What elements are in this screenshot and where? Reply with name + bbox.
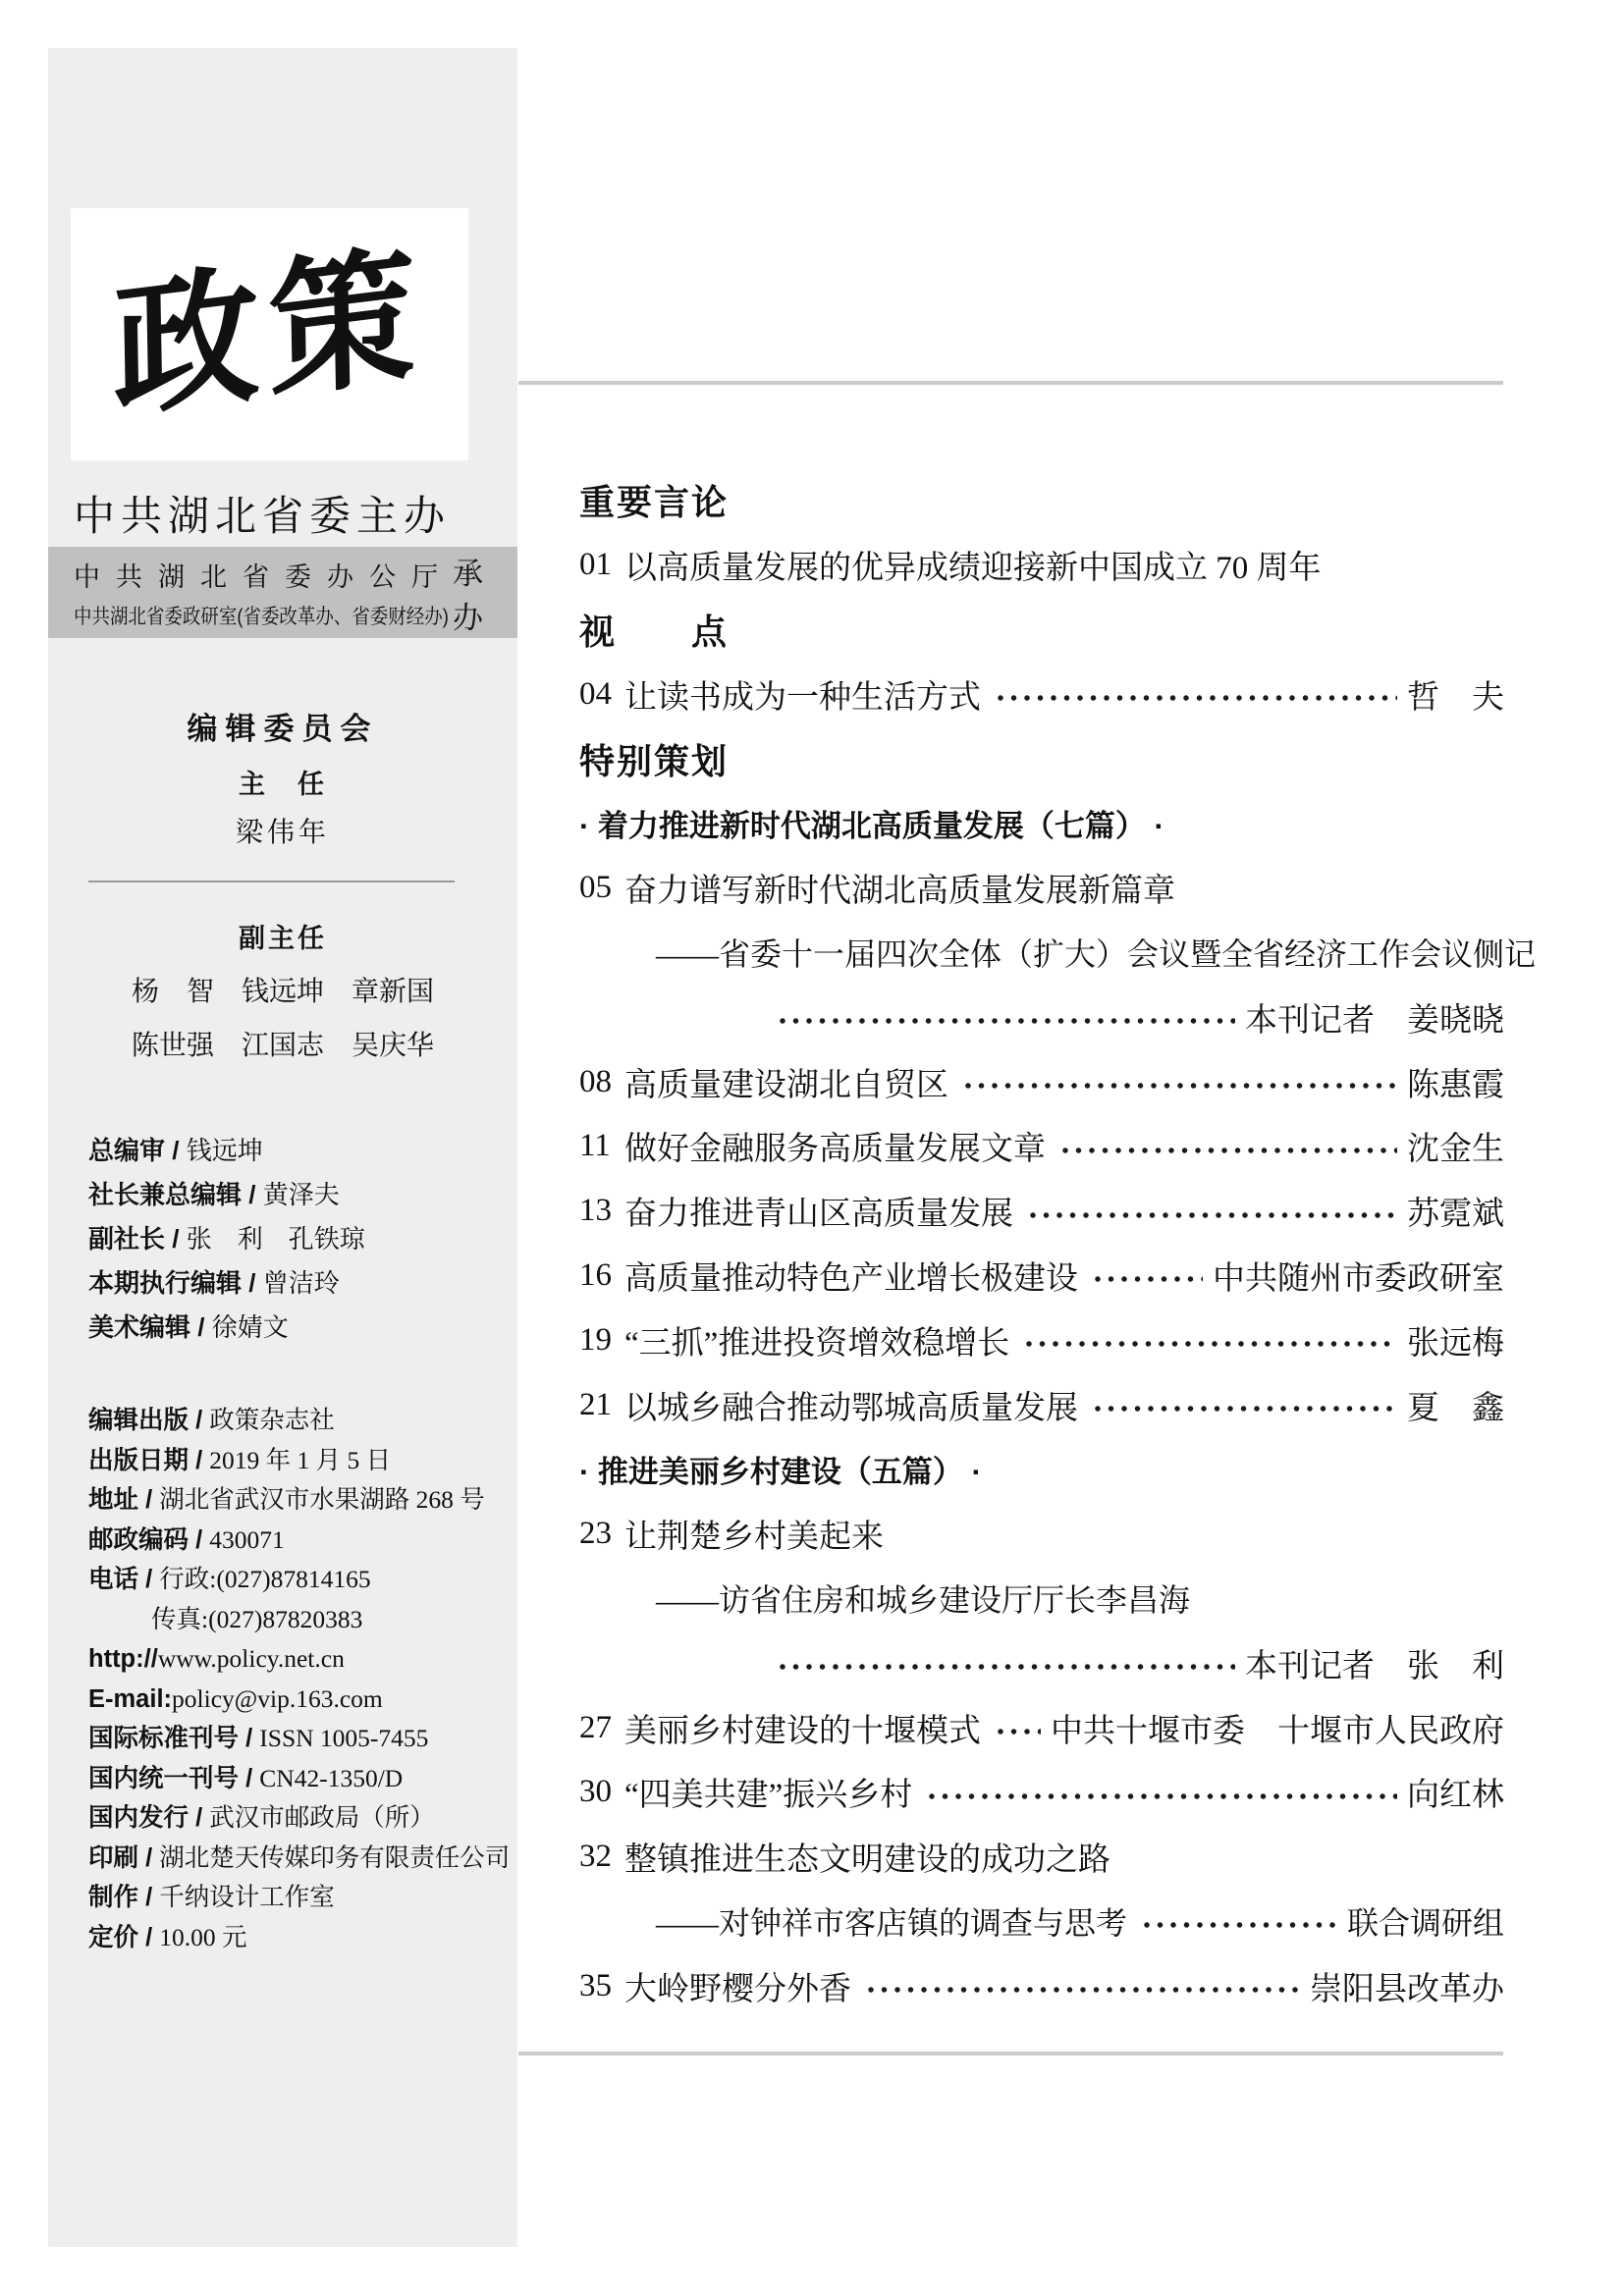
toc-item-author: 苏霓斌 bbox=[1407, 1197, 1504, 1233]
toc-item-title: 以城乡融合推动鄂城高质量发展 bbox=[624, 1390, 1078, 1426]
publication-value: 千纳设计工作室 bbox=[159, 1883, 335, 1911]
publication-value: 10.00 元 bbox=[159, 1922, 247, 1951]
publication-label: 制作 bbox=[88, 1884, 139, 1911]
toc-item-row bbox=[579, 1244, 1504, 1308]
staff-line bbox=[88, 1306, 506, 1350]
dot-leader bbox=[867, 1986, 1300, 1994]
staff-role-label: 副社长 bbox=[88, 1224, 166, 1254]
undertaker-box bbox=[48, 547, 517, 638]
top-rule bbox=[518, 381, 1503, 385]
slash-separator: / bbox=[189, 1804, 210, 1832]
toc-group-heading: · 着力推进新时代湖北高质量发展（七篇） · bbox=[579, 809, 1164, 844]
undertaker-label: 承办 bbox=[453, 556, 486, 635]
publication-label: 编辑出版 bbox=[88, 1407, 189, 1434]
publication-line bbox=[88, 1639, 512, 1680]
toc-page-number: 19 bbox=[579, 1321, 612, 1358]
dot-leader bbox=[1061, 1147, 1397, 1154]
toc-page-number: 16 bbox=[579, 1256, 612, 1293]
undertaker-line2: 中共湖北省委政研室(省委改革办、省委财经办) bbox=[74, 605, 449, 628]
toc-item-title: “四美共建”振兴乡村 bbox=[624, 1778, 913, 1814]
publication-line bbox=[88, 1878, 512, 1918]
slash-separator: / bbox=[138, 1566, 160, 1593]
slash-separator: / bbox=[239, 1764, 260, 1792]
publication-label: 邮政编码 bbox=[88, 1525, 189, 1554]
slash-separator: / bbox=[239, 1725, 260, 1752]
deputy-names-row: 陈世强 江国志 吴庆华 bbox=[131, 1031, 434, 1061]
publication-value: 行政:(027)87814165 bbox=[159, 1565, 371, 1593]
slash-separator: / bbox=[242, 1268, 263, 1298]
staff-role-label: 本期执行编辑 bbox=[88, 1268, 243, 1298]
slash-separator: / bbox=[190, 1312, 212, 1342]
slash-separator: / bbox=[138, 1486, 160, 1514]
toc-item-title: 以高质量发展的优异成绩迎接新中国成立 70 周年 bbox=[624, 551, 1322, 587]
committee-divider bbox=[88, 881, 455, 882]
publication-value: 湖北楚天传媒印务有限责任公司 bbox=[159, 1842, 511, 1872]
slash-separator: / bbox=[138, 1923, 160, 1951]
publication-line bbox=[88, 1719, 512, 1759]
magazine-logo-calligraphy: 政策 bbox=[112, 233, 427, 436]
dot-leader bbox=[1143, 1921, 1337, 1929]
toc-item-title: 做好金融服务高质量发展文章 bbox=[624, 1132, 1046, 1168]
publication-label: 出版日期 bbox=[88, 1446, 189, 1474]
slash-separator: / bbox=[242, 1180, 263, 1209]
dot-leader bbox=[997, 1728, 1041, 1735]
publication-value: ISSN 1005-7455 bbox=[259, 1724, 429, 1752]
publication-line bbox=[88, 1401, 512, 1441]
publication-value: 湖北省武汉市水果湖路 268 号 bbox=[159, 1485, 485, 1514]
toc-item-author: 本刊记者 姜晓晓 bbox=[1245, 1002, 1504, 1039]
publication-value: 武汉市邮政局（所） bbox=[209, 1803, 435, 1832]
dot-leader bbox=[779, 1017, 1235, 1025]
bottom-rule bbox=[518, 2052, 1503, 2056]
publication-label: http:// bbox=[88, 1645, 158, 1673]
toc-item-title: 高质量推动特色产业增长极建设 bbox=[624, 1260, 1078, 1297]
publication-value: 传真:(027)87820383 bbox=[151, 1604, 363, 1633]
slash-separator: / bbox=[189, 1525, 210, 1554]
toc-item-title: 美丽乡村建设的十堰模式 bbox=[624, 1713, 981, 1749]
staff-role-label: 美术编辑 bbox=[88, 1312, 191, 1342]
toc-item-title: 高质量建设湖北自贸区 bbox=[624, 1067, 948, 1103]
toc-author-row bbox=[579, 985, 1504, 1049]
toc-item-row bbox=[579, 662, 1504, 726]
publication-label: 国内统一刊号 bbox=[88, 1764, 240, 1792]
publication-label: 定价 bbox=[88, 1923, 139, 1951]
undertaker-names bbox=[74, 556, 459, 630]
toc-item-author: 中共随州市委政研室 bbox=[1213, 1260, 1504, 1297]
publication-label: 电话 bbox=[88, 1566, 139, 1593]
toc-page-number: 11 bbox=[579, 1128, 611, 1164]
staff-role-label: 社长兼总编辑 bbox=[88, 1180, 243, 1209]
staff-list bbox=[88, 1129, 506, 1350]
toc-section-heading: 视 点 bbox=[579, 611, 730, 652]
publication-line bbox=[88, 1680, 512, 1720]
publication-label: 印刷 bbox=[88, 1843, 139, 1872]
sidebar bbox=[48, 48, 517, 2247]
toc-item-row bbox=[579, 1502, 1504, 1567]
toc-page-number: 21 bbox=[579, 1386, 612, 1422]
toc-subtitle-row bbox=[579, 921, 1537, 986]
slash-separator: / bbox=[165, 1136, 187, 1165]
toc-item-title: 让荆楚乡村美起来 bbox=[624, 1520, 884, 1556]
organizer-line: 中共湖北省委主办 bbox=[74, 495, 452, 540]
toc-group-heading: · 推进美丽乡村建设（五篇） · bbox=[579, 1455, 982, 1490]
toc-item-author: 中共十堰市委 十堰市人民政府 bbox=[1051, 1713, 1504, 1749]
slash-separator: / bbox=[138, 1843, 160, 1872]
toc-item-row bbox=[579, 856, 1504, 921]
toc-item-author: 沈金生 bbox=[1407, 1132, 1504, 1168]
publication-label: 国内发行 bbox=[88, 1804, 189, 1832]
toc-item-title: “三抓”推进投资增效稳增长 bbox=[624, 1325, 1010, 1362]
slash-separator: / bbox=[189, 1407, 210, 1434]
toc-item-row bbox=[579, 1695, 1504, 1760]
toc-item-author: 陈惠霞 bbox=[1407, 1067, 1504, 1103]
publication-label: E-mail: bbox=[88, 1684, 173, 1713]
committee-title: 编辑委员会 bbox=[187, 712, 379, 746]
toc-item-row bbox=[579, 1114, 1504, 1179]
toc-item-title: 奋力谱写新时代湖北高质量发展新篇章 bbox=[624, 874, 1175, 910]
publication-value: 政策杂志社 bbox=[209, 1406, 335, 1434]
toc-section-heading: 特别策划 bbox=[579, 740, 730, 781]
staff-name: 曾洁玲 bbox=[262, 1269, 340, 1298]
toc-item-row bbox=[579, 533, 1504, 598]
toc-page-number: 08 bbox=[579, 1063, 612, 1099]
toc-subtitle-row bbox=[579, 1567, 1504, 1631]
dot-leader bbox=[1029, 1211, 1397, 1219]
toc-item-author: 崇阳县改革办 bbox=[1310, 1971, 1504, 2007]
toc-item-author: 本刊记者 张 利 bbox=[1245, 1648, 1504, 1684]
toc-page-number: 01 bbox=[579, 547, 612, 583]
publication-label: 国际标准刊号 bbox=[88, 1725, 240, 1752]
toc-item-title: 奋力推进青山区高质量发展 bbox=[624, 1197, 1013, 1233]
publication-line bbox=[88, 1560, 512, 1600]
dot-leader bbox=[1094, 1275, 1203, 1283]
staff-name: 钱远坤 bbox=[186, 1137, 263, 1165]
dot-leader bbox=[1025, 1340, 1397, 1348]
toc-item-title: 大岭野樱分外香 bbox=[624, 1971, 851, 2007]
toc-item-author: 向红林 bbox=[1407, 1778, 1504, 1814]
director-label: 主 任 bbox=[239, 770, 327, 799]
publication-value: CN42-1350/D bbox=[259, 1763, 404, 1792]
toc-item-author: 哲 夫 bbox=[1407, 679, 1504, 716]
toc-item-row bbox=[579, 1372, 1504, 1437]
publication-value: www.policy.net.cn bbox=[157, 1644, 345, 1673]
dot-leader bbox=[779, 1663, 1235, 1671]
toc-item-title: 整镇推进生态文明建设的成功之路 bbox=[624, 1842, 1110, 1879]
toc-subtitle-text: ——访省住房和城乡建设厅厅长李昌海 bbox=[656, 1582, 1191, 1619]
toc-item-author: 联合调研组 bbox=[1346, 1905, 1504, 1942]
toc-item-title: 让读书成为一种生活方式 bbox=[624, 679, 981, 716]
toc-item-row bbox=[579, 1825, 1504, 1890]
staff-line bbox=[88, 1217, 506, 1261]
publication-line bbox=[88, 1918, 512, 1958]
toc-subtitle-row bbox=[579, 1890, 1504, 1954]
publication-value: policy@vip.163.com bbox=[172, 1683, 383, 1713]
toc-page-number: 27 bbox=[579, 1709, 612, 1745]
toc-page-number: 04 bbox=[579, 675, 612, 712]
toc-section-heading: 重要言论 bbox=[579, 482, 730, 523]
toc-item-author: 夏 鑫 bbox=[1407, 1390, 1504, 1426]
toc-item-row bbox=[579, 1760, 1504, 1825]
staff-name: 徐婧文 bbox=[211, 1313, 289, 1342]
staff-role-label: 总编审 bbox=[88, 1136, 166, 1165]
publication-line bbox=[88, 1441, 512, 1481]
publication-line bbox=[88, 1480, 512, 1521]
publication-info-list bbox=[88, 1401, 512, 1957]
table-of-contents bbox=[579, 468, 1537, 2018]
undertaker-line1: 中共湖北省委办公厅 bbox=[74, 561, 454, 592]
dot-leader bbox=[928, 1792, 1397, 1800]
magazine-logo-card bbox=[71, 208, 468, 460]
toc-page-number: 23 bbox=[579, 1516, 612, 1552]
toc-subtitle-text: ——对钟祥市客店镇的调查与思考 bbox=[656, 1905, 1128, 1942]
publication-line bbox=[88, 1798, 512, 1839]
deputy-label: 副主任 bbox=[239, 924, 327, 953]
staff-line bbox=[88, 1173, 506, 1217]
toc-page-number: 05 bbox=[579, 870, 612, 906]
toc-item-author: 张远梅 bbox=[1407, 1325, 1504, 1362]
slash-separator: / bbox=[138, 1884, 160, 1911]
slash-separator: / bbox=[165, 1224, 187, 1254]
slash-separator: / bbox=[189, 1446, 210, 1474]
staff-name: 黄泽夫 bbox=[262, 1181, 340, 1209]
publication-line bbox=[88, 1600, 512, 1640]
director-name: 梁伟年 bbox=[235, 818, 330, 848]
toc-item-row bbox=[579, 1179, 1504, 1244]
toc-item-row bbox=[579, 1953, 1504, 2018]
publication-value: 430071 bbox=[209, 1524, 285, 1554]
staff-name: 张 利 孔铁琼 bbox=[186, 1225, 365, 1254]
staff-line bbox=[88, 1129, 506, 1173]
publication-line bbox=[88, 1839, 512, 1879]
dot-leader bbox=[964, 1082, 1397, 1090]
toc-page-number: 35 bbox=[579, 1967, 612, 2003]
dot-leader bbox=[1094, 1405, 1397, 1413]
toc-item-row bbox=[579, 1308, 1504, 1372]
toc-page-number: 13 bbox=[579, 1193, 612, 1229]
toc-item-row bbox=[579, 1049, 1504, 1114]
publication-line bbox=[88, 1521, 512, 1561]
toc-subtitle-text: ——省委十一届四次全体（扩大）会议暨全省经济工作会议侧记 bbox=[656, 936, 1537, 973]
toc-author-row bbox=[579, 1630, 1504, 1695]
toc-page-number: 30 bbox=[579, 1774, 612, 1810]
publication-label: 地址 bbox=[88, 1486, 139, 1514]
publication-line bbox=[88, 1759, 512, 1799]
dot-leader bbox=[997, 694, 1397, 702]
deputy-names-row: 杨 智 钱远坤 章新国 bbox=[131, 977, 434, 1007]
staff-line bbox=[88, 1261, 506, 1306]
publication-value: 2019 年 1 月 5 日 bbox=[209, 1445, 392, 1474]
toc-page-number: 32 bbox=[579, 1839, 612, 1875]
